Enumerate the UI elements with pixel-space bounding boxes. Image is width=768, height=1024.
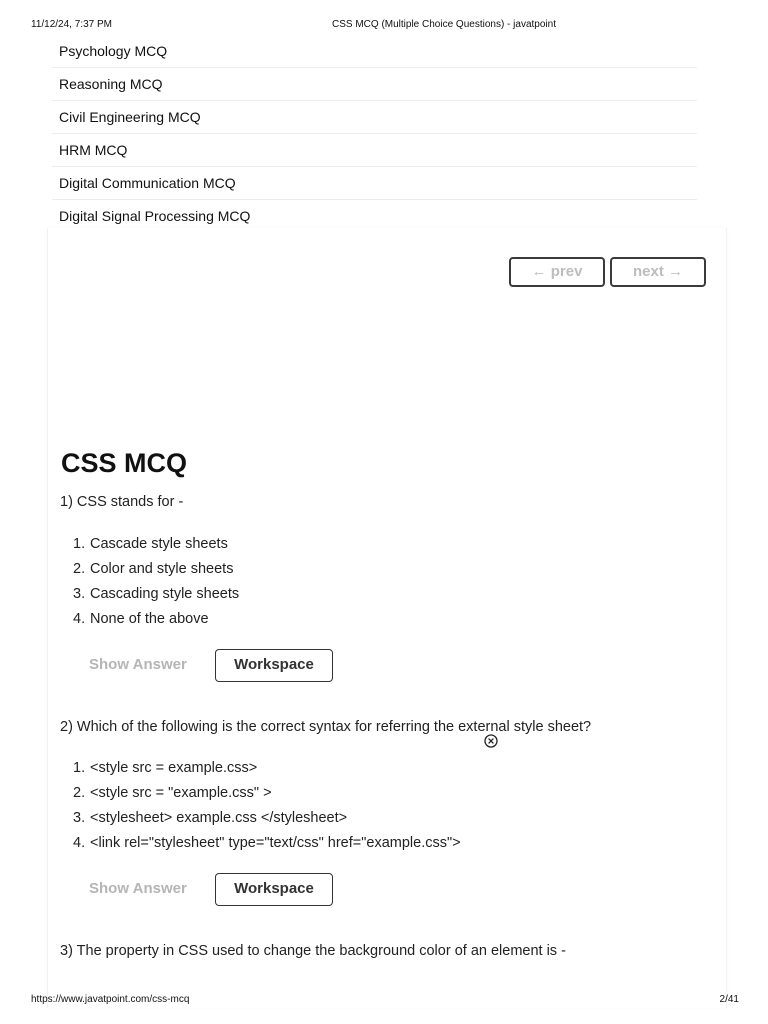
option-item (73, 607, 493, 632)
option-text: <style src = "example.css" > (90, 785, 272, 801)
print-datetime: 11/12/24, 7:37 PM (31, 19, 112, 30)
option-number: 3. (73, 586, 86, 602)
related-mcq-link[interactable]: Digital Signal Processing MCQ (59, 208, 251, 224)
option-item (73, 806, 479, 831)
page-title: CSS MCQ (61, 448, 188, 478)
option-number: 2. (73, 561, 86, 577)
question-2-options (73, 756, 479, 856)
option-text: Cascading style sheets (90, 586, 240, 602)
option-number: 1. (73, 536, 86, 552)
option-item (73, 532, 493, 557)
next-button[interactable]: next → (610, 257, 706, 287)
print-page-number: 2/41 (719, 994, 739, 1005)
option-number: 2. (73, 785, 86, 801)
workspace-button[interactable]: Workspace (215, 873, 333, 906)
close-icon[interactable] (484, 734, 498, 748)
question-3-text: 3) The property in CSS used to change the background color of an element is - (60, 943, 566, 959)
question-1-options (73, 532, 493, 632)
option-number: 1. (73, 760, 86, 776)
option-item (73, 756, 479, 781)
prev-button[interactable]: ← prev (509, 257, 605, 287)
option-item (73, 781, 479, 806)
related-mcq-link[interactable]: Psychology MCQ (52, 35, 697, 68)
option-text: Color and style sheets (90, 561, 234, 577)
option-number: 4. (73, 835, 86, 851)
option-item (73, 557, 493, 582)
option-text: Cascade style sheets (90, 536, 228, 552)
option-number: 3. (73, 810, 86, 826)
option-text: <style src = example.css> (90, 760, 258, 776)
question-2-text: 2) Which of the following is the correct syntax for referring the external style sheet? (60, 719, 592, 735)
option-item (73, 582, 493, 607)
option-text: <link rel="stylesheet" type="text/css" href="example.css"> (90, 835, 461, 851)
related-mcq-link[interactable]: Civil Engineering MCQ (52, 101, 697, 134)
question-1-text: 1) CSS stands for - (60, 494, 184, 510)
show-answer-button[interactable]: Show Answer (89, 880, 187, 897)
workspace-button[interactable]: Workspace (215, 649, 333, 682)
related-mcq-link[interactable]: Digital Communication MCQ (52, 167, 697, 200)
related-mcq-list (52, 35, 697, 233)
related-mcq-link[interactable]: Reasoning MCQ (52, 68, 697, 101)
option-text: None of the above (90, 611, 209, 627)
related-mcq-link[interactable]: HRM MCQ (52, 134, 697, 167)
option-text: <stylesheet> example.css </stylesheet> (90, 810, 348, 826)
print-url: https://www.javatpoint.com/css-mcq (31, 994, 190, 1005)
print-page-title: CSS MCQ (Multiple Choice Questions) - javatpoint (332, 19, 556, 30)
option-item (73, 831, 479, 856)
option-number: 4. (73, 611, 86, 627)
show-answer-button[interactable]: Show Answer (89, 656, 187, 673)
